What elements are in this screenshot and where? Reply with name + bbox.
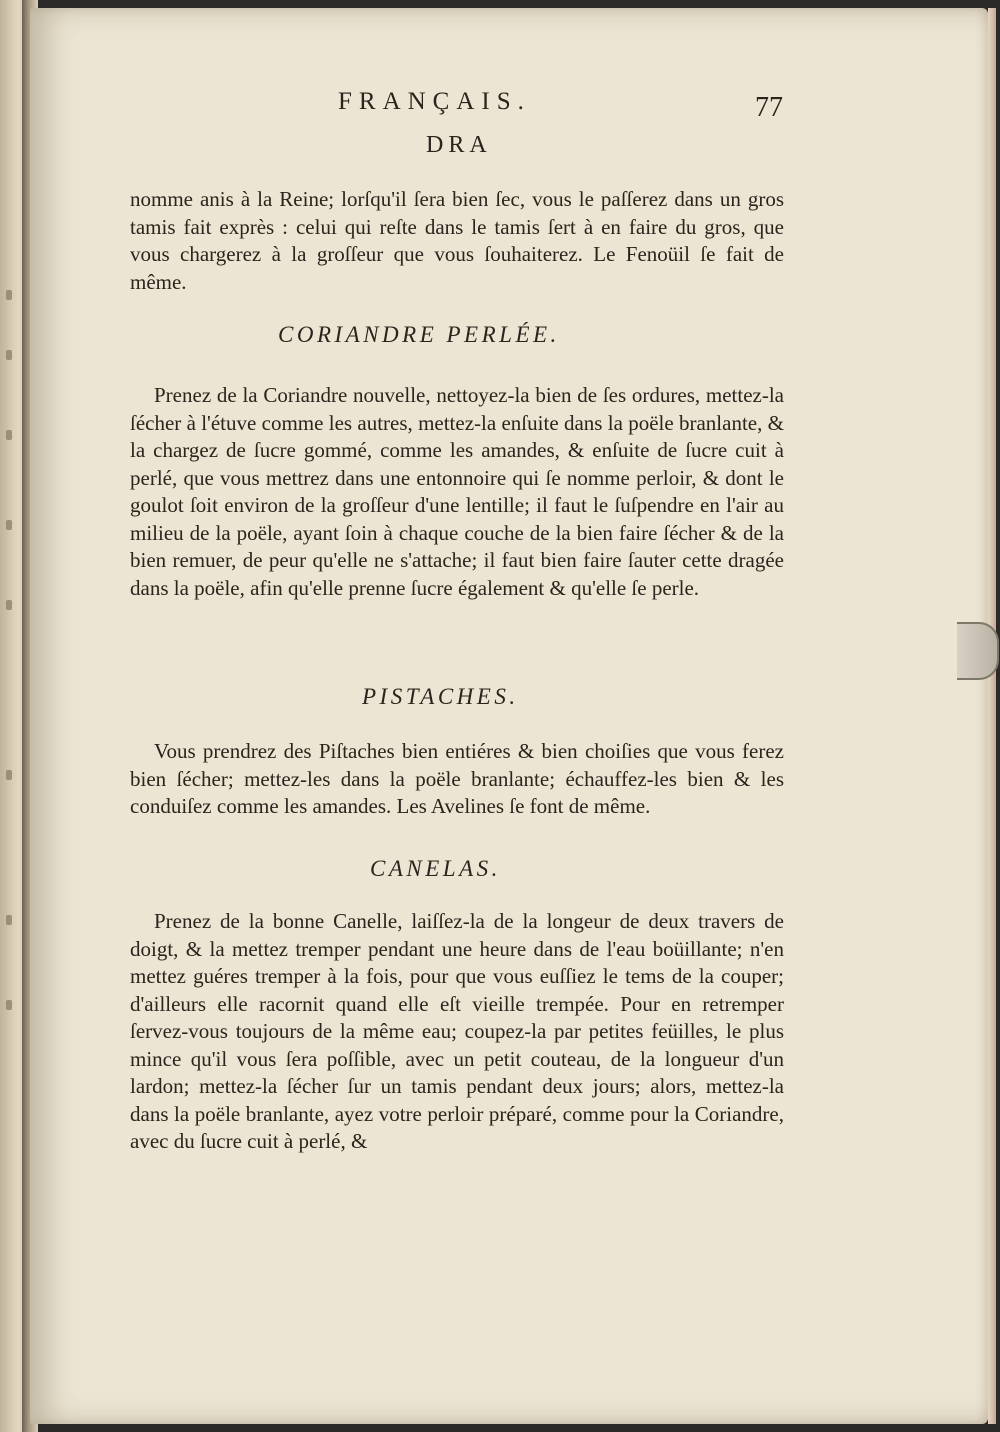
left-page-mark [6,520,12,530]
canelas-paragraph [130,908,784,1156]
coriandre-text: Prenez de la Coriandre nouvelle, nettoyez-la bien de ſes ordures, mettez-la ſécher à l'étuve comme les autres, mettez-la enſuite dans la poële branlante, & la chargez de ſucre gommé, comme les amandes, & enſuite de ſucre cuit à perlé, que vous mettrez dans une entonnoire qui ſe nomme perloir, & dont le goulot ſoit environ de la groſſeur d'une lentille; il faut le ſuſpendre en l'air au milieu de la poële, ayant ſoin à chaque couche de la bien faire ſécher & de la bien remuer, de peur qu'elle ne s'attache; il faut bien faire ſauter cette dragée dans la poële, afin qu'elle prenne ſucre également & qu'elle ſe perle. [130,383,784,600]
left-page-mark [6,915,12,925]
left-page-mark [6,770,12,780]
heading-pistaches: PISTACHES. [362,684,519,709]
pistaches-text: Vous prendrez des Piſtaches bien entiéres & bien choiſies que vous ferez bien ſécher; mettez-les dans la poële branlante; échauffez-les bien & les conduiſez comme les amandes. Les Avelines ſe font de même. [130,739,784,818]
canelas-text: Prenez de la bonne Canelle, laiſſez-la de la longeur de deux travers de doigt, & la mettez tremper pendant une heure dans de l'eau boüillante; n'en mettez guéres tremper à la fois, pour que vous euſſiez le tems de la couper; d'ailleurs elle racornit quand elle eſt vieille trempée. Pour en retremper ſervez-vous toujours de la même eau; coupez-la par petites feüilles, le plus mince qu'il vous ſera poſſible, avec un petit couteau, de la longueur d'un lardon; mettez-la ſécher ſur un tamis pendant deux jours; alors, mettez-la dans la poële branlante, ayez votre perloir préparé, comme pour la Coriandre, avec du ſucre cuit à perlé, & [130,909,784,1153]
left-page-mark [6,350,12,360]
left-page-mark [6,430,12,440]
coriandre-paragraph [130,382,784,602]
page-number: 77 [755,92,783,123]
heading-canelas: CANELAS. [370,856,501,881]
page-tab-clip [957,622,999,680]
intro-text: nomme anis à la Reine; lorſqu'il ſera bien ſec, vous le paſſerez dans un gros tamis fait exprès : celui qui reſte dans le tamis ſert à en faire du gros, que vous chargerez à la groſſeur que vous ſouhaiterez. Le Fenoüil ſe fait de même. [130,187,784,294]
running-head: FRANÇAIS. [338,88,531,115]
left-page-mark [6,600,12,610]
heading-coriandre: CORIANDRE PERLÉE. [278,322,560,347]
left-page-mark [6,1000,12,1010]
intro-paragraph [130,186,784,296]
pistaches-paragraph [130,738,784,821]
catchword: DRA [426,132,492,158]
page-edge [988,8,996,1424]
left-page-mark [6,290,12,300]
